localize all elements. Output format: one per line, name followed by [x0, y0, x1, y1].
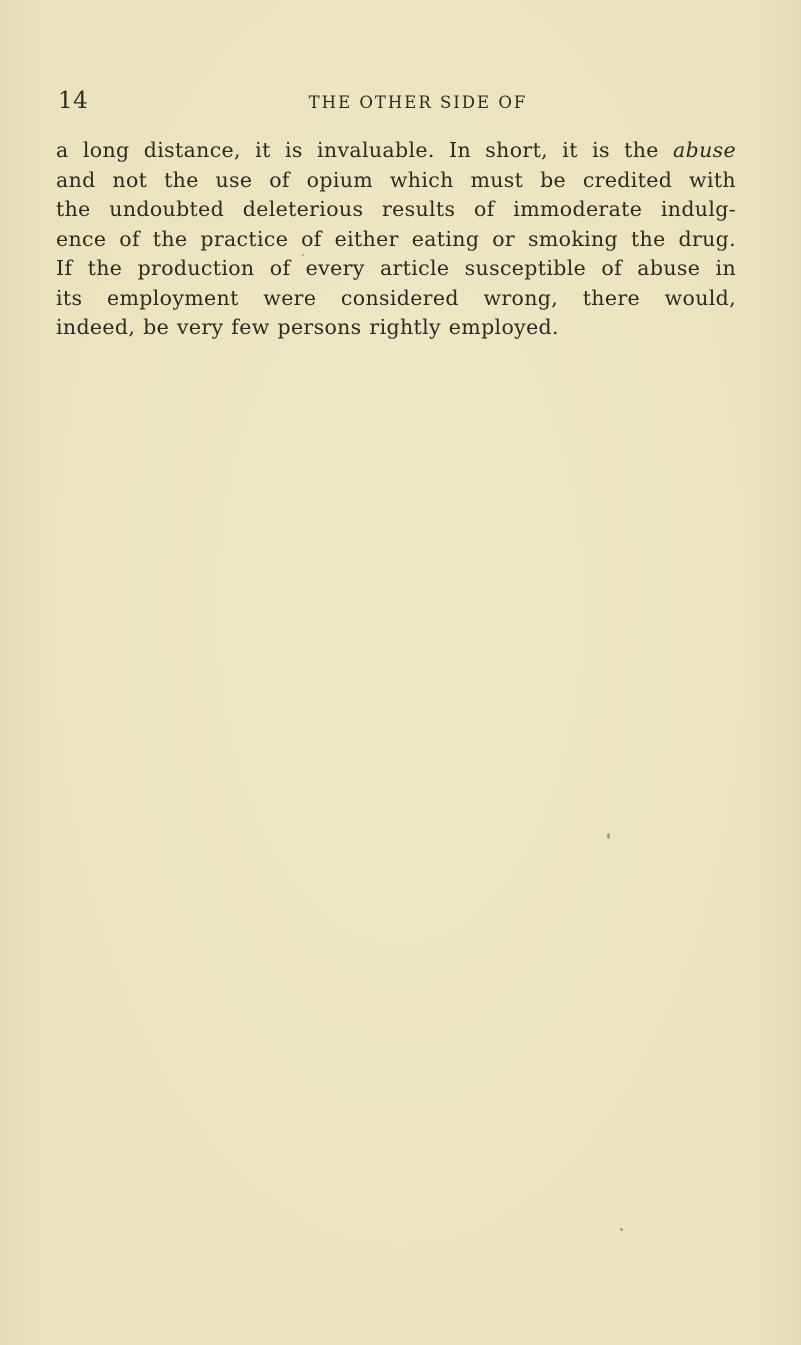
text-line-7: indeed, be very few persons rightly employed. [56, 315, 559, 339]
page-number: 14 [58, 88, 89, 114]
italic-word-abuse: abuse [673, 138, 736, 162]
text-line-3: the undoubted deleterious results of immoderate indulg- [56, 197, 736, 221]
text-line-2: and not the use of opium which must be credited with [56, 167, 736, 192]
paper-speck [607, 833, 610, 839]
running-head [58, 88, 718, 118]
text-line-5: If the production of every article susceptible of abuse in [56, 256, 736, 280]
running-title: THE OTHER SIDE OF [308, 93, 528, 112]
text-line-1-start: a long distance, it is invaluable. In short, it is the [56, 138, 674, 162]
text-line-6: its employment were considered wrong, there would, [56, 285, 736, 310]
text-line-1 [56, 136, 736, 166]
text-line-4: ence of the practice of either eating or smoking the drug. [56, 226, 736, 251]
body-paragraph [56, 136, 736, 343]
paper-speck [620, 1228, 623, 1231]
paper-speck [302, 254, 304, 256]
